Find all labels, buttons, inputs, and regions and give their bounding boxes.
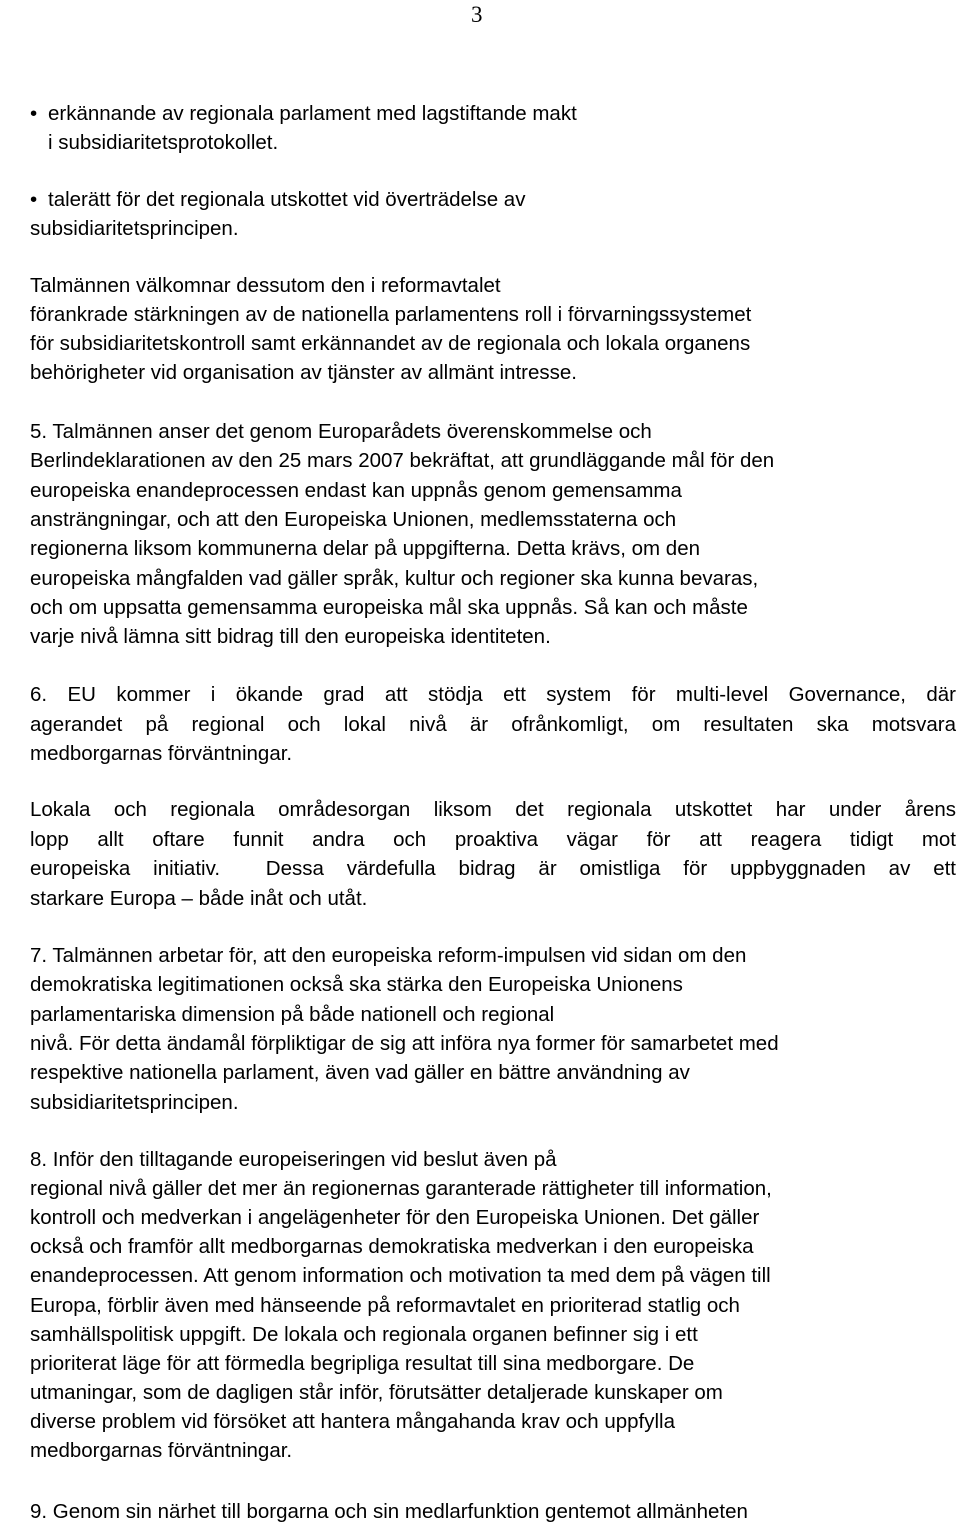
paragraph-line: prioriterat läge för att förmedla begripliga resultat till sina medborgare. De [30,1352,695,1375]
paragraph-line: Europa, förblir även med hänseende på reformavtalet en prioriterad statlig och [30,1294,740,1317]
bullet-text-line: subsidiaritetsprincipen. [30,217,239,240]
paragraph-line: agerandet på regional och lokal nivå är ofrånkomligt, om resultaten ska motsvara [30,713,956,736]
paragraph-line: Lokala och regionala områdesorgan liksom det regionala utskottet har under årens [30,798,956,821]
paragraph-line: diverse problem vid försöket att hantera mångahanda krav och uppfylla [30,1410,675,1433]
paragraph-line: samhällspolitisk uppgift. De lokala och regionala organen befinner sig i ett [30,1323,698,1346]
paragraph-line: behörigheter vid organisation av tjänster av allmänt intresse. [30,361,577,384]
bullet-text-line: erkännande av regionala parlament med lagstiftande makt [48,102,577,125]
paragraph-line: utmaningar, som de dagligen står inför, förutsätter detaljerade kunskaper om [30,1381,723,1404]
paragraph-line: enandeprocessen. Att genom information och motivation ta med dem på vägen till [30,1264,771,1287]
paragraph-line: respektive nationella parlament, även vad gäller en bättre användning av [30,1061,690,1084]
paragraph-line: europeiska initiativ. Dessa värdefulla bidrag är omistliga för uppbyggnaden av ett [30,857,956,880]
paragraph-line: 9. Genom sin närhet till borgarna och sin medlarfunktion gentemot allmänheten [30,1500,748,1523]
bullet-marker: • [30,102,38,125]
paragraph-line: europeiska enandeprocessen endast kan uppnås genom gemensamma [30,479,682,502]
paragraph-line: regional nivå gäller det mer än regionernas garanterade rättigheter till information, [30,1177,772,1200]
paragraph-line: kontroll och medverkan i angelägenheter för den Europeiska Unionen. Det gäller [30,1206,760,1229]
paragraph-line: 7. Talmännen arbetar för, att den europeiska reform-impulsen vid sidan om den [30,944,747,967]
paragraph-line: Talmännen välkomnar dessutom den i reformavtalet [30,274,501,297]
paragraph-line: medborgarnas förväntningar. [30,742,293,765]
paragraph-line: lopp allt oftare funnit andra och proaktiva vägar för att reagera tidigt mot [30,828,956,851]
paragraph-line: europeiska mångfalden vad gäller språk, kultur och regioner ska kunna bevaras, [30,567,759,590]
paragraph-line: parlamentariska dimension på både nationell och regional [30,1003,555,1026]
paragraph-line: också och framför allt medborgarnas demokratiska medverkan i den europeiska [30,1235,754,1258]
paragraph-line: 8. Inför den tilltagande europeiseringen vid beslut även på [30,1148,557,1171]
bullet-marker: • [30,188,38,211]
paragraph-line: för subsidiaritetskontroll samt erkännandet av de regionala och lokala organens [30,332,751,355]
page-number: 3 [471,2,483,27]
paragraph-line: och om uppsatta gemensamma europeiska mål ska uppnås. Så kan och måste [30,596,748,619]
paragraph-line: förankrade stärkningen av de nationella parlamentens roll i förvarningssystemet [30,303,752,326]
paragraph-line: starkare Europa – både inåt och utåt. [30,887,368,910]
paragraph-line: Berlindeklarationen av den 25 mars 2007 bekräftat, att grundläggande mål för den [30,449,775,472]
paragraph-line: medborgarnas förväntningar. [30,1439,293,1462]
paragraph-line: demokratiska legitimationen också ska stärka den Europeiska Unionens [30,973,683,996]
paragraph-line: subsidiaritetsprincipen. [30,1091,239,1114]
bullet-text-line: i subsidiaritetsprotokollet. [48,131,279,154]
paragraph-line: nivå. För detta ändamål förpliktigar de sig att införa nya former för samarbetet med [30,1032,779,1055]
paragraph-line: ansträngningar, och att den Europeiska Unionen, medlemsstaterna och [30,508,677,531]
paragraph-line: varje nivå lämna sitt bidrag till den europeiska identiteten. [30,625,551,648]
paragraph-line: regionerna liksom kommunerna delar på uppgifterna. Detta krävs, om den [30,537,701,560]
paragraph-line: 6. EU kommer i ökande grad att stödja ett system för multi-level Governance, där [30,683,956,706]
paragraph-line: 5. Talmännen anser det genom Europarådets överenskommelse och [30,420,652,443]
bullet-text-line: talerätt för det regionala utskottet vid överträdelse av [48,188,526,211]
